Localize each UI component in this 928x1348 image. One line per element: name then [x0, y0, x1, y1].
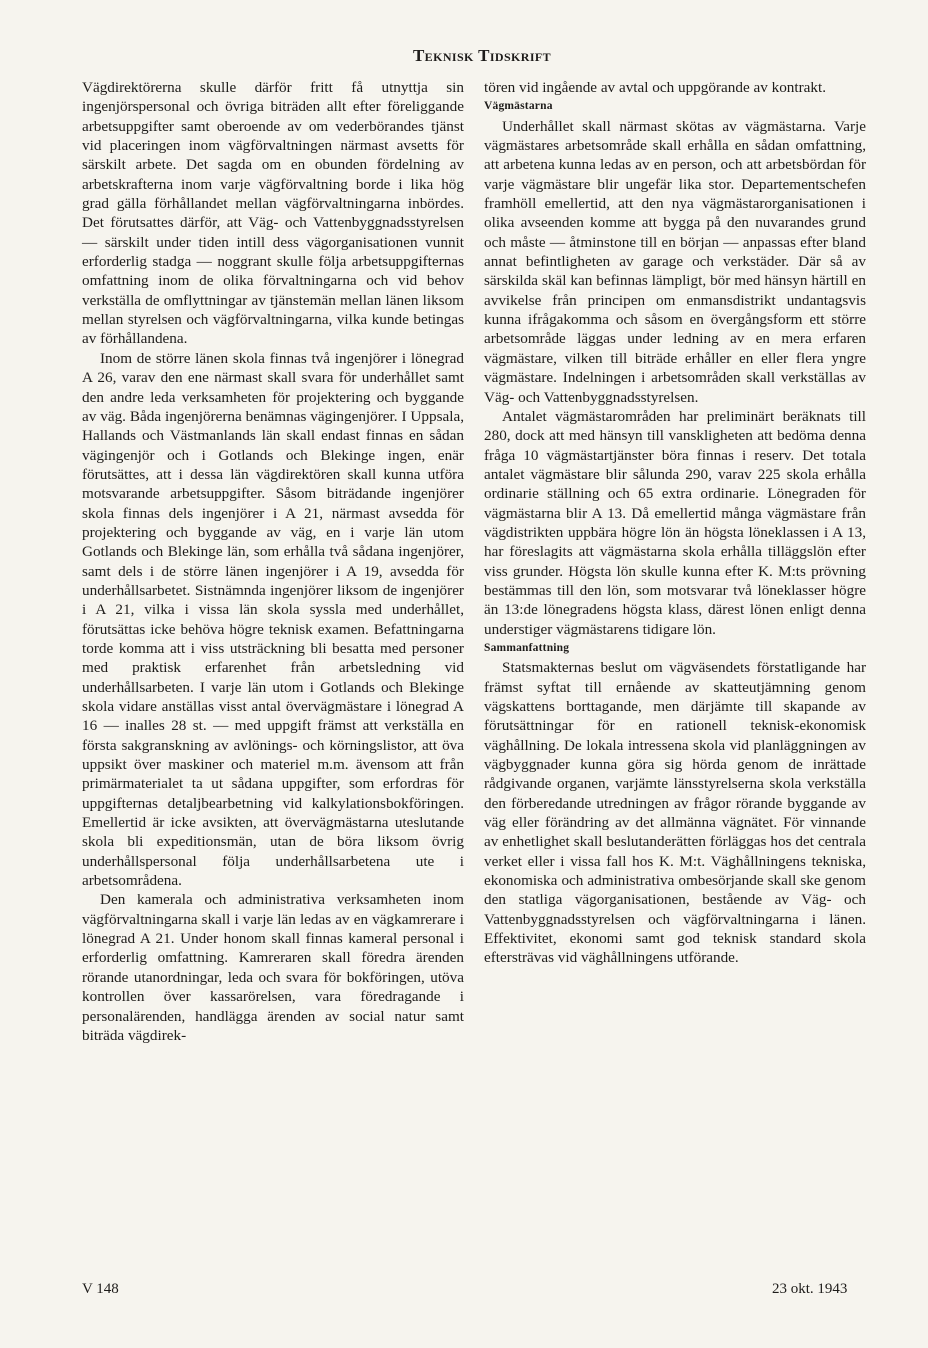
paragraph: Antalet vägmästarområden har preliminärt beräknats till 280, dock att med hänsyn till vanskligheten att bedöma denna fråga 10 vägmästartjänster böra finnas i reserv. Det totala antalet vägmästare blir sålunda 290, varav 225 skola erhålla ordinarie ställning och 65 extra ordinarie. Lönegraden för vägmästarna blir A 13. Då emellertid många vägmästare från vägdistrikten uppbära högre lön än högsta löneklassen i A 13, har föreslagits att vägmästarna skola erhålla tilläggslön efter viss grunder. Högsta lön skulle kunna efter K. M:ts prövning bestämmas till den lön, som motsvarar två löneklasser högre än 13:de lönegradens högsta klass, därest lönen enligt denna understiger vägmästarens tidigare lön.	[484, 407, 866, 638]
paragraph: Statsmakternas beslut om vägväsendets förstatligande har främst syftat till ernående av skatteutjämning genom vägskattens borttagande, men därjämte till skapande av förutsättningar för en rationell teknisk-ekonomisk väghållning. De lokala intressena skola vid planläggningen av vägbyggnader kunna göra sig hörda genom de inrättade rådgivande organen, varjämte länsstyrelserna skola verkställa den förberedande utredningen av frågor rörande byggande av väg eller förändring av det allmänna vägnätet. För vinnande av enhetlighet skall beslutanderätten förläggas hos det centrala verket eller i vissa fall hos K. M:t. Väghållningens tekniska, ekonomiska och administrativa ombesörjande skall ske genom den statliga vägorganisationen, bestående av Väg- och Vattenbyggnadsstyrelsen och vägförvaltningarna i länen. Effektivitet, ekonomi samt god teknisk standard skola eftersträvas vid väghållningens utförande.	[484, 659, 866, 967]
journal-masthead: Teknisk Tidskrift	[412, 46, 552, 65]
paragraph: Underhållet skall närmast skötas av vägmästarna. Varje vägmästares arbetsområde skall erhålla en sådan omfattning, att arbetena kunna ledas av en person, och att arbetsbördan för varje vägmästare blir ungefär lika stor. Departementschefen framhöll emellertid, att den nya vägmästarorganisationen i olika avseenden komme att bygga på den nuvarandes grund och måste — åtminstone till en början — anpassas efter bland annat befintligheten av garage och verkstäder. Där så av särskilda skäl kan befinnas lämpligt, bör med hänsyn härtill en avvikelse från principen om enmansdistrikt undantagsvis kunna ifrågakomma och såsom en övergångsform ett större arbetsområde läggas under ledning av en mera erfaren vägmästare, vilken till biträde erhåller en eller flera yngre vägmästare. Indelningen i arbetsområden skall verkställas av Väg- och Vattenbyggnadsstyrelsen.	[484, 117, 866, 406]
paragraph: Den kamerala och administrativa verksamheten inom vägförvaltningarna skall i varje län ledas av en vägkamrerare i lönegrad A 21. Under honom skall finnas kameral personal i erforderlig omfattning. Kamreraren skall föredra ärenden rörande utanordningar, leda och svara för bokföringen, utöva kontrollen över kassarörelsen, vara föredragande i personalärenden, handlägga ärenden av social natur samt biträda vägdirek-	[82, 891, 464, 1044]
page-number: V 148	[82, 1281, 119, 1297]
paragraph: Inom de större länen skola finnas två ingenjörer i lönegrad A 26, varav den ene närmast skall svara för underhållet samt den andre leda verksamheten för projektering och byggande av väg. Båda ingenjörerna benämnas vägingenjörer. I Uppsala, Hallands och Västmanlands län skall endast finnas en sådan vägingenjör och i Gotlands och Blekinge ingen, enär förutsättes, att i dessa län vägdirektören skall kunna utföra motsvarande arbetsuppgifter. Såsom biträdande ingenjörer skola finnas dels ingenjörer i A 21, närmast avsedda för projektering och byggande av väg, en i varje län utom Gotlands och Blekinge län, som erhålla två sådana ingenjörer, samt dels i de större länen ingenjörer i A 19, avsedda för underhållsarbetet. Sistnämnda ingenjörer liksom de ingenjörer i A 21, vilka i vissa län skola syssla med underhållet, förutsättas icke behöva högre teknisk examen. Befattningarna torde komma att i viss utsträckning bli besatta med personer med praktisk erfarenhet från arbetsledning vid underhållsarbeten. I varje län utom i Gotlands och Blekinge skola vidare anställas visst antal övervägmästare i lönegrad A 16 — inalles 28 st. — med uppgift främst att verkställa en första sakgranskning av avlönings- och körningslistor, att öva uppsikt över maskiner och materiel m.m. ävensom att från primärmaterialet ta ut sådana uppgifter, som erfordras för uppgifternas detaljbearbetning vid kalkylationsbokföringen. Emellertid är icke avsikten, att övervägmästarna uteslutande skola bli expeditionsmän, utan de böra liksom övrig underhållspersonal följa underhållsarbetena ute i arbetsområdena.	[82, 349, 464, 890]
section-heading-vagmastarna: Vägmästarna	[484, 100, 553, 113]
left-column	[82, 78, 464, 1045]
issue-date: 23 okt. 1943	[772, 1281, 848, 1297]
right-column	[484, 78, 866, 968]
section-heading-sammanfattning: Sammanfattning	[484, 641, 570, 654]
paragraph-continuation: tören vid ingående av avtal och uppgörande av kontrakt.	[484, 79, 827, 96]
paragraph: Vägdirektörerna skulle därför fritt få utnyttja sin ingenjörspersonal och övriga biträden allt efter föreliggande arbetsuppgifter samt oberoende av om vederbörandes tjänst vid placeringen inom vägförvaltningen närmast avsetts för särskilt arbete. Det sagda om en obunden fördelning av arbetskrafterna inom varje vägförvaltning borde i lika hög grad gälla förhållandet mellan vägförvaltningarna inbördes. Det förutsattes därför, att Väg- och Vattenbyggnadsstyrelsen — särskilt under tiden intill dess vägorganisationen vunnit erforderlig stadga — noggrant skulle följa arbetsuppgifternas omfattning inom de olika förvaltningarna och vid behov verkställa de omflyttningar av tjänstemän mellan länen liksom mellan styrelsen och vägförvaltningarna, vilka kunde betingas av förhållandena.	[82, 79, 464, 348]
